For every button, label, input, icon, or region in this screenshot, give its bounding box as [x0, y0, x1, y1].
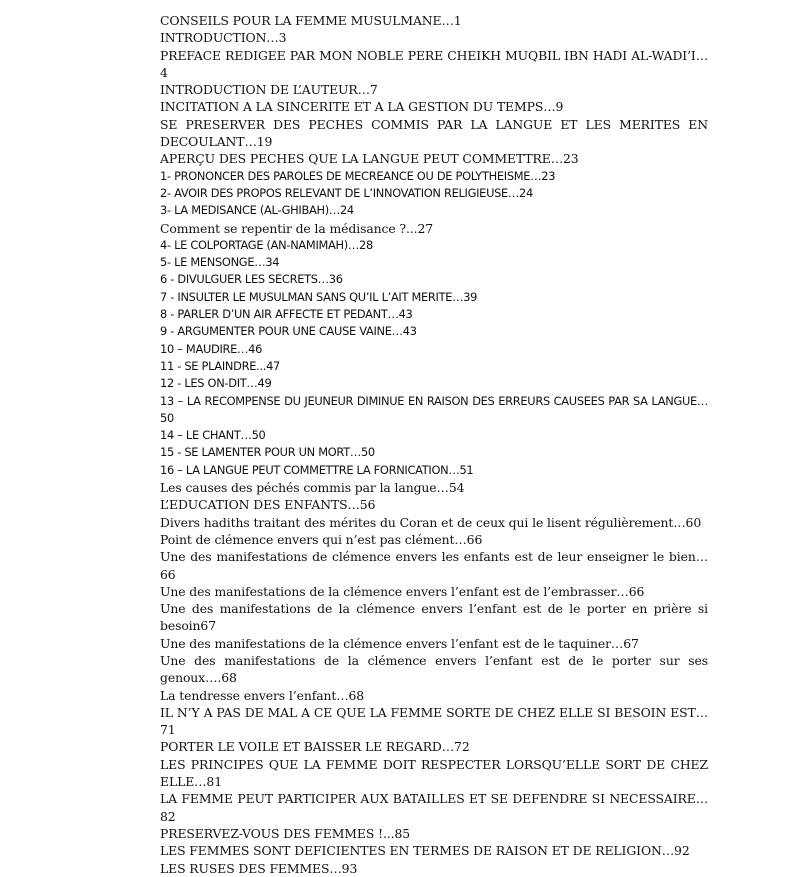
toc-entry: Une des manifestations de la clémence envers l’enfant est de le porter sur ses genoux….68 [160, 652, 708, 686]
toc-entry: LES RUSES DES FEMMES…93 [160, 860, 358, 876]
toc-entry: LES PRINCIPES QUE LA FEMME DOIT RESPECTER LORSQU’ELLE SORT DE CHEZ ELLE…81 [160, 756, 708, 790]
toc-entry: Les causes des péchés commis par la langue…54 [160, 480, 465, 496]
toc-entry: Une des manifestations de la clémence envers l’enfant est de le porter en prière si besoin67 [160, 601, 708, 634]
toc-entry: 11 - SE PLAINDRE...47 [160, 358, 280, 373]
toc-entry: 3- LA MEDISANCE (AL-GHIBAH)…24 [160, 203, 354, 218]
table-of-contents [160, 12, 708, 877]
toc-entry: INCITATION A LA SINCERITE ET A LA GESTION DU TEMPS…9 [160, 99, 564, 115]
toc-entry: 6 - DIVULGUER LES SECRETS…36 [160, 272, 343, 287]
toc-entry: 4- LE COLPORTAGE (AN-NAMIMAH)…28 [160, 237, 373, 252]
toc-entry: 2- AVOIR DES PROPOS RELEVANT DE L’INNOVATION RELIGIEUSE…24 [160, 185, 533, 200]
toc-entry: 5- LE MENSONGE…34 [160, 255, 280, 270]
toc-entry: 8 - PARLER D’UN AIR AFFECTE ET PEDANT…43 [160, 307, 413, 322]
toc-entry: Comment se repentir de la médisance ?...27 [160, 220, 434, 236]
toc-entry: 14 – LE CHANT…50 [160, 428, 266, 443]
toc-entry: Une des manifestations de clémence envers les enfants est de leur enseigner le bien…66 [160, 549, 708, 582]
toc-entry: INTRODUCTION…3 [160, 30, 287, 46]
toc-entry: 16 – LA LANGUE PEUT COMMETTRE LA FORNICATION…51 [160, 462, 474, 477]
toc-entry: Une des manifestations de la clémence envers l’enfant est de le taquiner…67 [160, 635, 639, 651]
toc-entry: 13 – LA RECOMPENSE DU JEUNEUR DIMINUE EN RAISON DES ERREURS CAUSEES PAR SA LANGUE…50 [160, 393, 708, 425]
toc-entry: 12 - LES ON-DIT…49 [160, 376, 272, 391]
toc-entry: LA FEMME PEUT PARTICIPER AUX BATAILLES ET SE DEFENDRE SI NECESSAIRE…82 [160, 791, 708, 824]
toc-entry: INTRODUCTION DE L’AUTEUR…7 [160, 82, 378, 98]
toc-entry: La tendresse envers l’enfant…68 [160, 687, 365, 703]
toc-entry: IL N’Y A PAS DE MAL A CE QUE LA FEMME SORTE DE CHEZ ELLE SI BESOIN EST…71 [160, 704, 708, 738]
toc-entry: 9 - ARGUMENTER POUR UNE CAUSE VAINE…43 [160, 324, 417, 339]
toc-entry: Divers hadiths traitant des mérites du Coran et de ceux qui le lisent régulièrement…60 [160, 514, 702, 530]
toc-entry: PORTER LE VOILE ET BAISSER LE REGARD…72 [160, 739, 470, 755]
toc-entry: PRESERVEZ-VOUS DES FEMMES !...85 [160, 825, 411, 841]
toc-entry: CONSEILS POUR LA FEMME MUSULMANE…1 [160, 13, 462, 28]
toc-entry: LES FEMMES SONT DEFICIENTES EN TERMES DE RAISON ET DE RELIGION…92 [160, 843, 690, 859]
toc-entry: L’EDUCATION DES ENFANTS…56 [160, 497, 376, 513]
toc-entry: Une des manifestations de la clémence envers l’enfant est de l’embrasser…66 [160, 583, 645, 599]
toc-entry: Point de clémence envers qui n’est pas clément…66 [160, 531, 483, 547]
toc-entry: 15 - SE LAMENTER POUR UN MORT…50 [160, 445, 375, 460]
toc-entry: APERÇU DES PECHES QUE LA LANGUE PEUT COMMETTRE…23 [160, 151, 579, 167]
toc-entry: PREFACE REDIGEE PAR MON NOBLE PERE CHEIKH MUQBIL IBN HADI AL-WADI’I…4 [160, 47, 708, 80]
toc-entry: SE PRESERVER DES PECHES COMMIS PAR LA LANGUE ET LES MERITES EN DECOULANT…19 [160, 116, 708, 150]
toc-entry: 1- PRONONCER DES PAROLES DE MECREANCE OU DE POLYTHEISME…23 [160, 168, 556, 183]
toc-entry: 7 - INSULTER LE MUSULMAN SANS QU’IL L’AIT MERITE…39 [160, 289, 478, 304]
toc-entry: 10 – MAUDIRE…46 [160, 341, 263, 356]
